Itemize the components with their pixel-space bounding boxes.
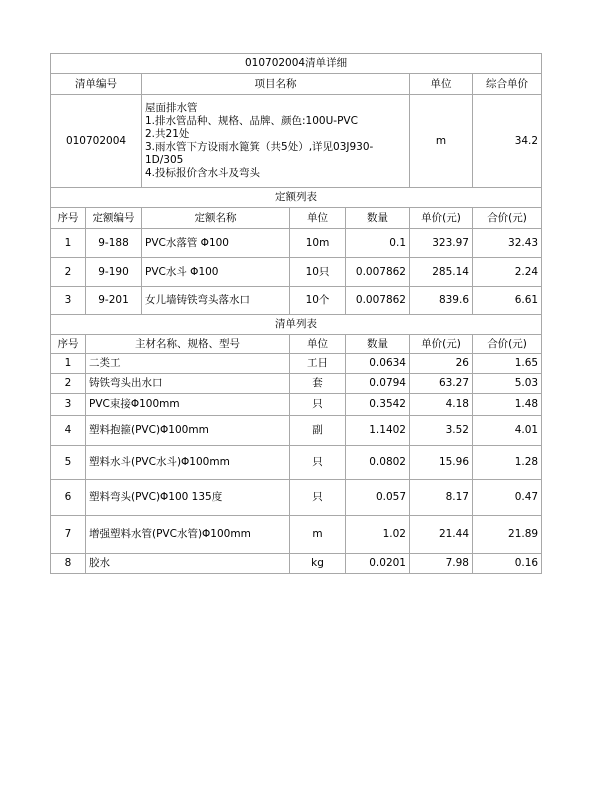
column-header: 数量 [346,208,410,229]
material-name: 铸铁弯头出水口 [86,374,290,394]
quota-section-title: 定额列表 [51,188,542,208]
column-header: 合价(元) [473,335,542,354]
material-quantity: 0.057 [346,480,410,516]
material-unit: m [290,516,346,554]
quota-code: 9-201 [86,287,142,315]
title-row [51,54,542,74]
bill-header-row [51,74,542,95]
item-price: 34.2 [473,95,542,188]
material-name: 胶水 [86,554,290,574]
quota-code: 9-188 [86,229,142,258]
material-unit-price: 4.18 [410,394,473,416]
material-unit-price: 7.98 [410,554,473,574]
table-row [51,516,542,554]
table-row [51,287,542,315]
quota-name: PVC水斗 Φ100 [142,258,290,287]
table-row [51,374,542,394]
quota-name: 女儿墙铸铁弯头落水口 [142,287,290,315]
table-row [51,258,542,287]
material-unit-price: 21.44 [410,516,473,554]
table-title: 010702004清单详细 [51,54,542,74]
table-row [51,480,542,516]
column-header: 数量 [346,335,410,354]
quota-unit: 10只 [290,258,346,287]
material-unit: 只 [290,480,346,516]
column-header: 单位 [290,335,346,354]
code-header: 清单编号 [51,74,142,95]
price-header: 综合单价 [473,74,542,95]
quota-name: PVC水落管 Φ100 [142,229,290,258]
column-header: 合价(元) [473,208,542,229]
row-number: 4 [51,416,86,446]
row-number: 7 [51,516,86,554]
quota-section-row [51,188,542,208]
column-header: 主材名称、规格、型号 [86,335,290,354]
row-number: 2 [51,374,86,394]
material-unit: 套 [290,374,346,394]
material-unit-price: 63.27 [410,374,473,394]
row-number: 6 [51,480,86,516]
quota-total: 2.24 [473,258,542,287]
row-number: 3 [51,394,86,416]
row-number: 2 [51,258,86,287]
row-number: 8 [51,554,86,574]
material-name: PVC束接Φ100mm [86,394,290,416]
material-unit: 工日 [290,354,346,374]
material-unit-price: 8.17 [410,480,473,516]
table-row [51,416,542,446]
material-total: 21.89 [473,516,542,554]
material-total: 0.16 [473,554,542,574]
table-row [51,229,542,258]
material-name: 塑料水斗(PVC水斗)Φ100mm [86,446,290,480]
item-description: 屋面排水管 1.排水管品种、规格、品牌、颜色:100U-PVC 2.共21处 3.雨水管下方设雨水篦箕（共5处）,详见03J930-1D/305 4.投标报价含水斗及弯头 [142,95,410,188]
quota-total: 32.43 [473,229,542,258]
material-total: 0.47 [473,480,542,516]
quota-unit: 10m [290,229,346,258]
material-quantity: 0.0201 [346,554,410,574]
column-header: 序号 [51,335,86,354]
material-total: 1.28 [473,446,542,480]
column-header: 单价(元) [410,335,473,354]
material-unit-price: 26 [410,354,473,374]
materials-section-title: 清单列表 [51,315,542,335]
material-unit: 只 [290,446,346,480]
quota-quantity: 0.1 [346,229,410,258]
bill-item-row [51,95,542,188]
row-number: 3 [51,287,86,315]
quota-unit-price: 285.14 [410,258,473,287]
material-quantity: 1.1402 [346,416,410,446]
quota-quantity: 0.007862 [346,287,410,315]
material-quantity: 0.3542 [346,394,410,416]
table-row [51,354,542,374]
material-name: 塑料弯头(PVC)Φ100 135度 [86,480,290,516]
material-total: 1.65 [473,354,542,374]
material-quantity: 0.0802 [346,446,410,480]
quota-quantity: 0.007862 [346,258,410,287]
row-number: 1 [51,354,86,374]
material-quantity: 1.02 [346,516,410,554]
quota-unit: 10个 [290,287,346,315]
material-quantity: 0.0634 [346,354,410,374]
unit-header: 单位 [410,74,473,95]
material-name: 二类工 [86,354,290,374]
column-header: 单价(元) [410,208,473,229]
column-header: 序号 [51,208,86,229]
material-name: 塑料抱箍(PVC)Φ100mm [86,416,290,446]
material-quantity: 0.0794 [346,374,410,394]
item-code: 010702004 [51,95,142,188]
item-unit: m [410,95,473,188]
quota-code: 9-190 [86,258,142,287]
material-unit: 只 [290,394,346,416]
column-header: 单位 [290,208,346,229]
table-row [51,394,542,416]
row-number: 5 [51,446,86,480]
column-header: 定额编号 [86,208,142,229]
material-total: 5.03 [473,374,542,394]
row-number: 1 [51,229,86,258]
table-row [51,446,542,480]
quota-total: 6.61 [473,287,542,315]
table-row [51,554,542,574]
material-total: 1.48 [473,394,542,416]
materials-header-row [51,335,542,354]
name-header: 项目名称 [142,74,410,95]
material-unit: kg [290,554,346,574]
material-name: 增强塑料水管(PVC水管)Φ100mm [86,516,290,554]
quota-header-row [51,208,542,229]
material-total: 4.01 [473,416,542,446]
quota-unit-price: 839.6 [410,287,473,315]
materials-section-row [51,315,542,335]
quota-unit-price: 323.97 [410,229,473,258]
material-unit: 副 [290,416,346,446]
material-unit-price: 15.96 [410,446,473,480]
column-header: 定额名称 [142,208,290,229]
material-unit-price: 3.52 [410,416,473,446]
bill-detail-table [50,53,542,574]
